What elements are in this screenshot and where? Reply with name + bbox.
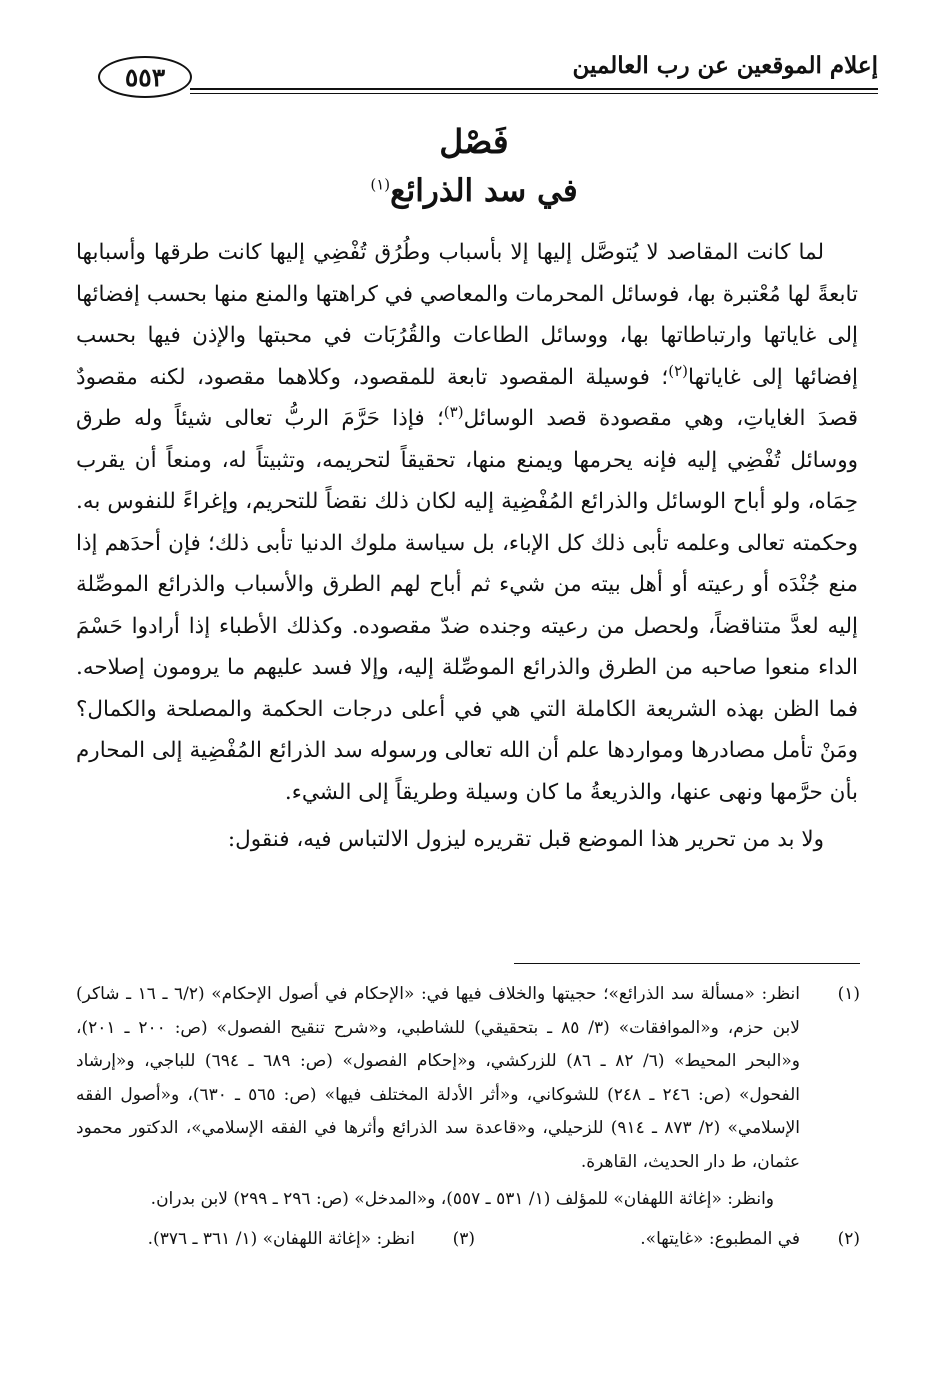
paragraph-1 [76, 232, 858, 813]
footnote-1 [76, 978, 860, 1179]
paragraph-2: ولا بد من تحرير هذا الموضع قبل تقريره ليزول الالتباس فيه، فنقول: [227, 827, 824, 852]
footnote-3-text: انظر: «إغاثة اللهفان» (١/ ٣٦١ ـ ٣٧٦). [147, 1228, 415, 1249]
footnote-ref-1[interactable]: (١) [370, 175, 391, 194]
main-text [76, 232, 858, 861]
page-number-badge [98, 56, 192, 98]
paragraph-1-part-c: ؛ فإذا حَرَّمَ الربُّ تعالى شيئاً وله طرق ووسائل تُفْضِي إليه فإنه يحرمها ويمنع منها، تحقيقاً لتحريمه، وتثبيتاً له، ومنعاً أن يقرب حِمَاه، ولو أباح الوسائل والذرائع المُفْضِية إليه لكان ذلك نقضاً للتحريم، وإغراءً للنفوس به. وحكمته تعالى وعلمه تأبى ذلك كل الإباء، بل سياسة ملوك الدنيا تأبى ذلك؛ فإن أحدَهم إذا منع جُنْدَه أو رعيته أو أهل بيته من شيء ثم أباح لهم الطرق والأسباب والذرائع الموصِّلة إليه لعدَّ متناقضاً، ولحصل من رعيته وجنده ضدّ مقصوده. وكذلك الأطباء إذا أرادوا حَسْمَ الداء منعوا صاحبه من الطرق والذرائع الموصِّلة إليه، وإلا فسد عليهم ما يرومون إصلاحه. فما الظن بهذه الشريعة الكاملة التي هي في أعلى درجات الحكمة والمصلحة والكمال؟ ومَنْ تأمل مصادرها ومواردها علم أن الله تعالى ورسوله سد الذرائع المُفْضِية إلى المحارم بأن حرَّمها ونهى عنها، والذريعةُ ما كان وسيلة وطريقاً إلى الشيء. [76, 406, 858, 805]
footnote-2-number: (٢) [837, 1228, 860, 1249]
footnote-1-number: (١) [837, 984, 860, 1004]
footnote-ref-2[interactable]: (٢) [668, 361, 689, 380]
footnote-row-2-3 [76, 1223, 860, 1257]
footnote-3-number: (٣) [452, 1228, 475, 1249]
header-rule [190, 88, 878, 90]
footnote-separator [514, 963, 860, 964]
section-subtitle-text: في سد الذرائع [390, 173, 578, 209]
page-header [70, 48, 878, 98]
section-title: فَصْل [439, 122, 509, 161]
footnote-3 [148, 1223, 475, 1257]
footnote-2-text: في المطبوع: «غايتها». [640, 1228, 800, 1249]
running-title: إعلام الموقعين عن رب العالمين [572, 52, 878, 79]
section-subtitle [0, 173, 948, 209]
page-number: ٥٥٣ [124, 62, 166, 92]
paragraph-1-part-b: ؛ فوسيلة المقصود تابعة للمقصود، وكلاهما مقصود، لكنه مقصودٌ قصدَ الغاياتِ، وهي مقصودة قصد الوسائل [76, 364, 858, 431]
footnote-1-continuation: وانظر: «إغاثة اللهفان» للمؤلف (١/ ٥٣١ ـ ٥٥٧)، و«المدخل» (ص: ٢٩٦ ـ ٢٩٩) لابن بدران. [150, 1189, 774, 1209]
paragraph-1-part-a: لما كانت المقاصد لا يُتوصَّل إليها إلا بأسباب وطُرُق تُفْضِي إليها كانت طرقها وأسبابها تابعةً لها مُعْتبرة بها، فوسائل المحرمات والمعاصي في كراهتها والمنع منها بحسب إفضائها إلى غاياتها وارتباطاتها بها، ووسائل الطاعات والقُرُبَات في محبتها والإذن فيها بحسب إفضائها إلى غاياتها [76, 240, 858, 390]
footnote-1-text: انظر: «مسألة سد الذرائع»؛ حجيتها والخلاف فيها في: «الإحكام في أصول الإحكام» (٦/٢ ـ ١٦ ـ شاكر) لابن حزم، و«الموافقات» (٣/ ٨٥ ـ بتحقيقي) للشاطبي، و«شرح تنقيح الفصول» (ص: ٢٠٠ ـ ٢٠١)، و«البحر المحيط» (٦/ ٨٢ ـ ٨٦) للزركشي، و«إحكام الفصول» (ص: ٦٨٩ ـ ٦٩٤) للباجي، و«إرشاد الفحول» (ص: ٢٤٦ ـ ٢٤٨) للشوكاني، و«أثر الأدلة المختلف فيها» (ص: ٥٦٥ ـ ٦٣٠)، و«أصول الفقه الإسلامي» (٢/ ٨٧٣ ـ ٩١٤) للزحيلي، و«قاعدة سد الذرائع وأثرها في الفقه الإسلامي»، الدكتور محمود عثمان، ط دار الحديث، القاهرة. [76, 984, 801, 1172]
footnote-2 [640, 1223, 860, 1257]
footnote-ref-3[interactable]: (٣) [443, 402, 464, 421]
header-rule-thin [190, 93, 878, 94]
footnotes [76, 978, 860, 1257]
